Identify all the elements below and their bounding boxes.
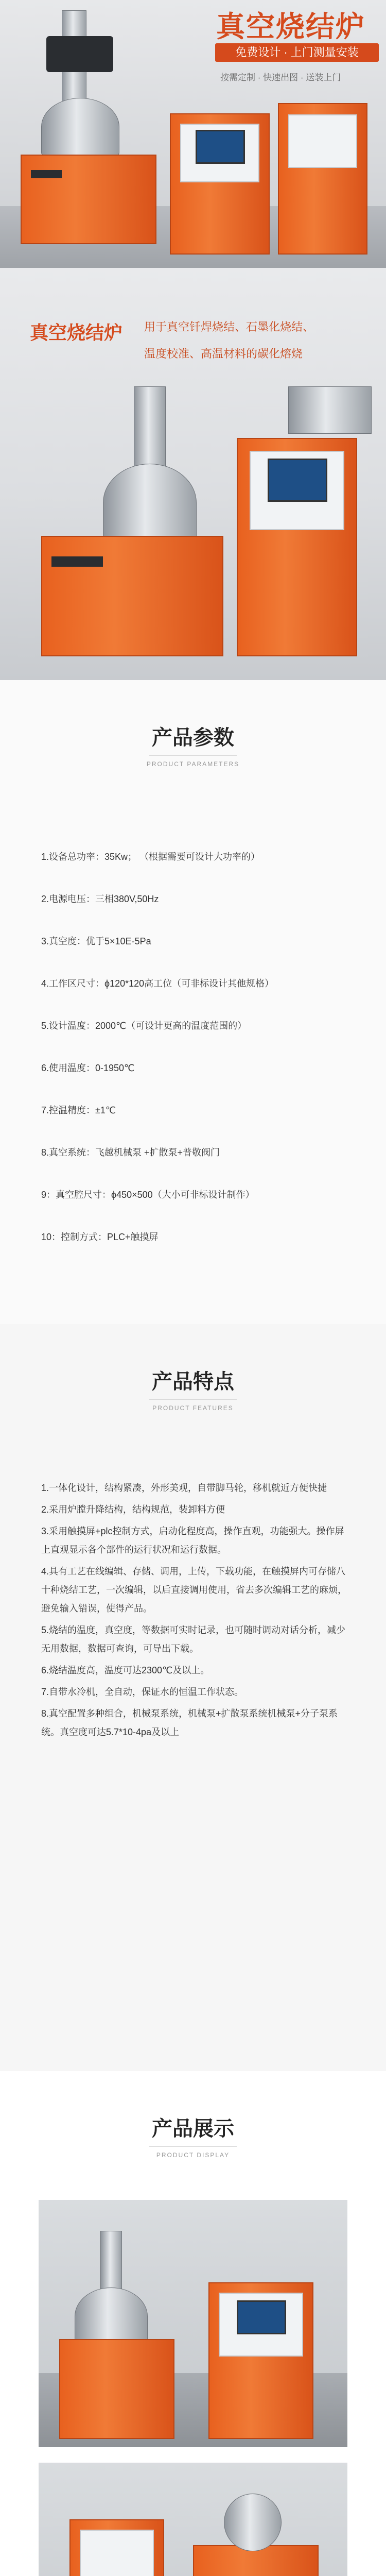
machine-base xyxy=(21,155,156,244)
feature-item: 5.烧结的温度，真空度，等数据可实时记录，也可随时调动对话分析，减少无用数据，数据可查询，可导出下载。 xyxy=(41,1625,346,1654)
display-divider xyxy=(149,2146,237,2147)
feature-item: 2.采用炉膛升降结构，结构规范，装卸料方便 xyxy=(41,1504,225,1515)
param-item: 10：控制方式：PLC+触摸屏 xyxy=(41,1232,159,1242)
feature-item: 8.真空配置多种组合，机械泵系统，机械泵+扩散泵系统机械泵+分子泵系统。真空度可达5.7*10-4pa及以上 xyxy=(41,1708,338,1737)
machine-vent xyxy=(31,170,62,178)
param-item: 1.设备总功率：35Kw； （根据需要可设计大功率的） xyxy=(41,852,260,862)
banner-line-1: 用于真空钎焊烧结、石墨化烧结、 xyxy=(144,320,314,333)
display-title: 产品展示 xyxy=(152,2117,234,2140)
hero-tagline-bar: 免费设计 · 上门测量安装 xyxy=(215,43,379,62)
feature-item: 7.自带水冷机，全自动，保证水的恒温工作状态。 xyxy=(41,1687,244,1697)
product-photo-1 xyxy=(39,2200,347,2447)
params-title-en: PRODUCT PARAMETERS xyxy=(146,760,240,768)
banner-chamber xyxy=(103,464,197,542)
product-photo-2 xyxy=(39,2463,347,2576)
hero-banner xyxy=(0,0,386,268)
hero-title: 真空烧结炉 xyxy=(216,10,365,43)
feature-item: 6.烧结温度高，温度可达2300℃及以上。 xyxy=(41,1665,210,1675)
param-item: 8.真空系统：飞越机械泵 +扩散泵+普敬阀门 xyxy=(41,1147,220,1158)
hero-subtitle: 按需定制 · 快速出图 · 送装上门 xyxy=(220,73,341,82)
banner-screen xyxy=(268,459,327,502)
param-item: 6.使用温度：0-1950℃ xyxy=(41,1063,135,1073)
features-title-en: PRODUCT FEATURES xyxy=(152,1404,234,1412)
params-list xyxy=(41,850,350,1273)
features-title: 产品特点 xyxy=(152,1370,234,1393)
display-section xyxy=(0,2071,386,2576)
param-item: 5.设计温度：2000℃（可设计更高的温度范围的） xyxy=(41,1021,247,1031)
param-item: 7.控温精度：±1℃ xyxy=(41,1105,116,1115)
vacuum-chamber xyxy=(41,98,119,156)
feature-item: 3.采用触摸屏+plc控制方式，启动化程度高，操作直观，功能强大。操作屏上直观显示各个部件的运行状况和运行数据。 xyxy=(41,1526,344,1555)
params-divider xyxy=(149,755,237,756)
banner-line-3: 温度校准、高温材料的碳化熔烧 xyxy=(144,347,303,360)
param-item: 9：真空腔尺寸：ϕ450×500（大小可非标设计制作） xyxy=(41,1190,255,1200)
features-section xyxy=(0,1324,386,2071)
param-item: 4.工作区尺寸：ϕ120*120高工位（可非标设计其他规格） xyxy=(41,978,274,989)
banner-vent xyxy=(51,556,103,567)
feature-item: 1.一体化设计，结构紧凑，外形美观，自带脚马轮，移机就近方便快捷 xyxy=(41,1483,327,1493)
intro-banner xyxy=(0,268,386,680)
features-list xyxy=(41,1479,350,1744)
banner-chiller xyxy=(288,386,372,434)
params-section xyxy=(0,680,386,1324)
machine-head xyxy=(46,36,113,72)
touch-screen xyxy=(196,130,245,164)
power-panel xyxy=(288,114,357,168)
param-item: 3.真空度：优于5×10E-5Pa xyxy=(41,936,151,946)
feature-item: 4.具有工艺在线编辑、存储、调用，上传，下载功能，在触摸屏内可存储八十种烧结工艺，一次编辑，以后直接调用使用，省去多次编辑工艺的麻烦，避免输入错误，使得产品。 xyxy=(41,1566,347,1614)
banner-title: 真空烧结炉 xyxy=(30,322,123,343)
banner-base xyxy=(41,536,223,656)
params-title: 产品参数 xyxy=(152,726,234,749)
features-divider xyxy=(149,1399,237,1400)
param-item: 2.电源电压：三相380V,50Hz xyxy=(41,894,159,904)
display-title-en: PRODUCT DISPLAY xyxy=(156,2151,230,2159)
